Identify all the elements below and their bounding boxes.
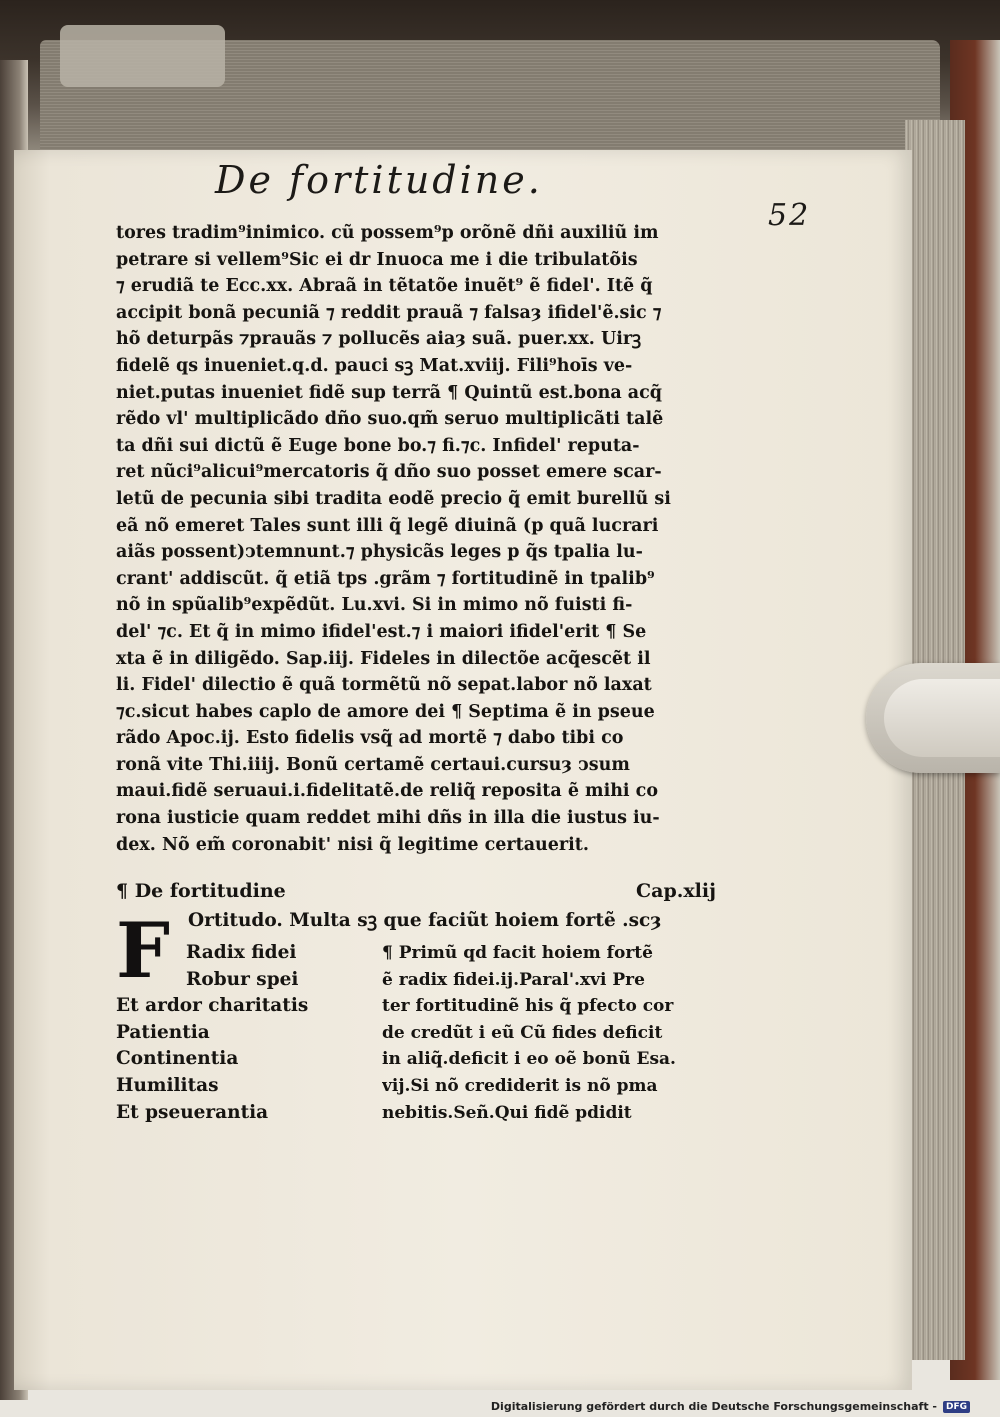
text-line: eã nõ emeret Tales sunt illi q̃ legẽ diuinã (p quã lucrari <box>116 515 659 536</box>
text-line: rona iusticie quam reddet mihi dñs in illa die iustus iu- <box>116 808 660 829</box>
text-line: ret nũci⁹alicui⁹mercatoris q̃ dño suo posset emere scar- <box>116 462 662 483</box>
decorated-initial: F <box>116 906 170 995</box>
chapter-number: Cap.xlij <box>636 880 716 902</box>
list-item: Et ardor charitatis <box>116 995 309 1017</box>
section-heading <box>116 880 716 910</box>
text-line: fidelẽ qs inueniet.q.d. pauci sꝫ Mat.xviij. Fili⁹hoīs ve- <box>116 355 633 376</box>
text-line: li. Fidel' dilectio ẽ quã tormẽtũ nõ sepat.labor nõ laxat <box>116 675 652 696</box>
list-item: Patientia <box>116 1021 210 1043</box>
text-line: vij.Si nõ crediderit is nõ pma <box>382 1075 658 1096</box>
text-line: tores tradim⁹inimico. cũ possem⁹p orõnẽ dñi auxiliũ im <box>116 223 659 243</box>
text-line: rãdo Apoc.ij. Esto fidelis vsq̃ ad mortẽ ⁊ dabo tibi co <box>116 728 624 749</box>
list-item: Continentia <box>116 1048 239 1070</box>
text-line: accipit bonã pecuniã ⁊ reddit prauã ⁊ falsaȝ ifidel'ẽ.sic ⁊ <box>116 302 662 323</box>
text-line: dex. Nõ em̃ coronabit' nisi q̃ legitime certauerit. <box>116 834 589 855</box>
text-line: aiãs possent)ↄtemnunt.⁊ physicãs leges p q̃s tpalia lu- <box>116 542 643 563</box>
commentary-column <box>382 940 718 1126</box>
text-line: petrare si vellem⁹Sic ei dr Inuoca me i die tribulatõis <box>116 249 638 270</box>
section-first-line: Ortitudo. Multa sꝫ que faciũt hoiem fortẽ .scȝ <box>188 910 662 931</box>
section-title: ¶ De fortitudine <box>116 880 286 902</box>
text-line: ⁊ erudiã te Ecc.xx. Abraã in tẽtatõe inuẽt⁹ ẽ fidel'. Itẽ q̃ <box>116 276 653 297</box>
virtue-list <box>116 940 376 1126</box>
text-line: nebitis.Señ.Qui fidẽ pdidit <box>382 1102 632 1123</box>
text-line: ⁊c.sicut habes caplo de amore dei ¶ Septima ẽ in pseue <box>116 701 655 722</box>
text-line: in aliq̃.deficit i eo oẽ bonũ Esa. <box>382 1049 676 1070</box>
list-item: Et pseuerantia <box>116 1101 269 1123</box>
text-line: ronã vite Thi.iiij. Bonũ certamẽ certaui.cursuȝ ↄsum <box>116 754 630 775</box>
text-line: del' ⁊c. Et q̃ in mimo ifidel'est.⁊ i maiori ifidel'erit ¶ Se <box>116 621 647 642</box>
footer-credit-text: Digitalisierung gefördert durch die Deutsche Forschungsgemeinschaft - <box>490 1400 937 1413</box>
list-item: Robur spei <box>186 968 299 990</box>
text-line: ter fortitudinẽ his q̃ pfecto cor <box>382 996 674 1017</box>
text-line: hõ deturpãs ⁊prauãs ⁊ pollucẽs aiaȝ suã. puer.xx. Uirꝫ <box>116 329 642 350</box>
folio-number: 52 <box>768 198 811 233</box>
text-line: niet.putas inueniet fidẽ sup terrã ¶ Quintũ est.bona acq̃ <box>116 382 663 403</box>
text-line: xta ẽ in diligẽdo. Sap.iij. Fideles in dilectõe acq̃escẽt il <box>116 648 651 669</box>
text-line: de credũt i eũ Cũ fides deficit <box>382 1022 663 1043</box>
dfg-logo: DFG <box>943 1401 970 1413</box>
text-line: rẽdo vl' multiplicãdo dño suo.qm̃ seruo multiplicãti talẽ <box>116 409 664 430</box>
text-line: letũ de pecunia sibi tradita eodẽ precio q̃ emit burellũ si <box>116 488 671 509</box>
text-line: ¶ Primũ qd facit hoiem fortẽ <box>382 943 653 963</box>
list-item: Radix fidei <box>186 942 297 963</box>
text-line: ẽ radix fidei.ij.Paral'.xvi Pre <box>382 969 645 990</box>
binding-corner <box>60 25 225 87</box>
text-line: maui.fidẽ seruaui.i.fidelitatẽ.de reliq̃ reposita ẽ mihi co <box>116 781 659 802</box>
text-line: nõ in spũalib⁹expẽdũt. Lu.xvi. Si in mimo nõ fuisti fi- <box>116 595 633 616</box>
running-head: De fortitudine. <box>215 158 543 202</box>
body-text <box>116 220 726 858</box>
page-clip <box>866 663 1000 773</box>
list-item: Humilitas <box>116 1074 219 1096</box>
text-line: ta dñi sui dictũ ẽ Euge bone bo.⁊ fi.⁊c. Infidel' reputa- <box>116 435 640 456</box>
text-line: crant' addiscũt. q̃ etiã tps .grãm ⁊ fortitudinẽ in tpalib⁹ <box>116 568 655 589</box>
footer-credit <box>491 1400 970 1413</box>
